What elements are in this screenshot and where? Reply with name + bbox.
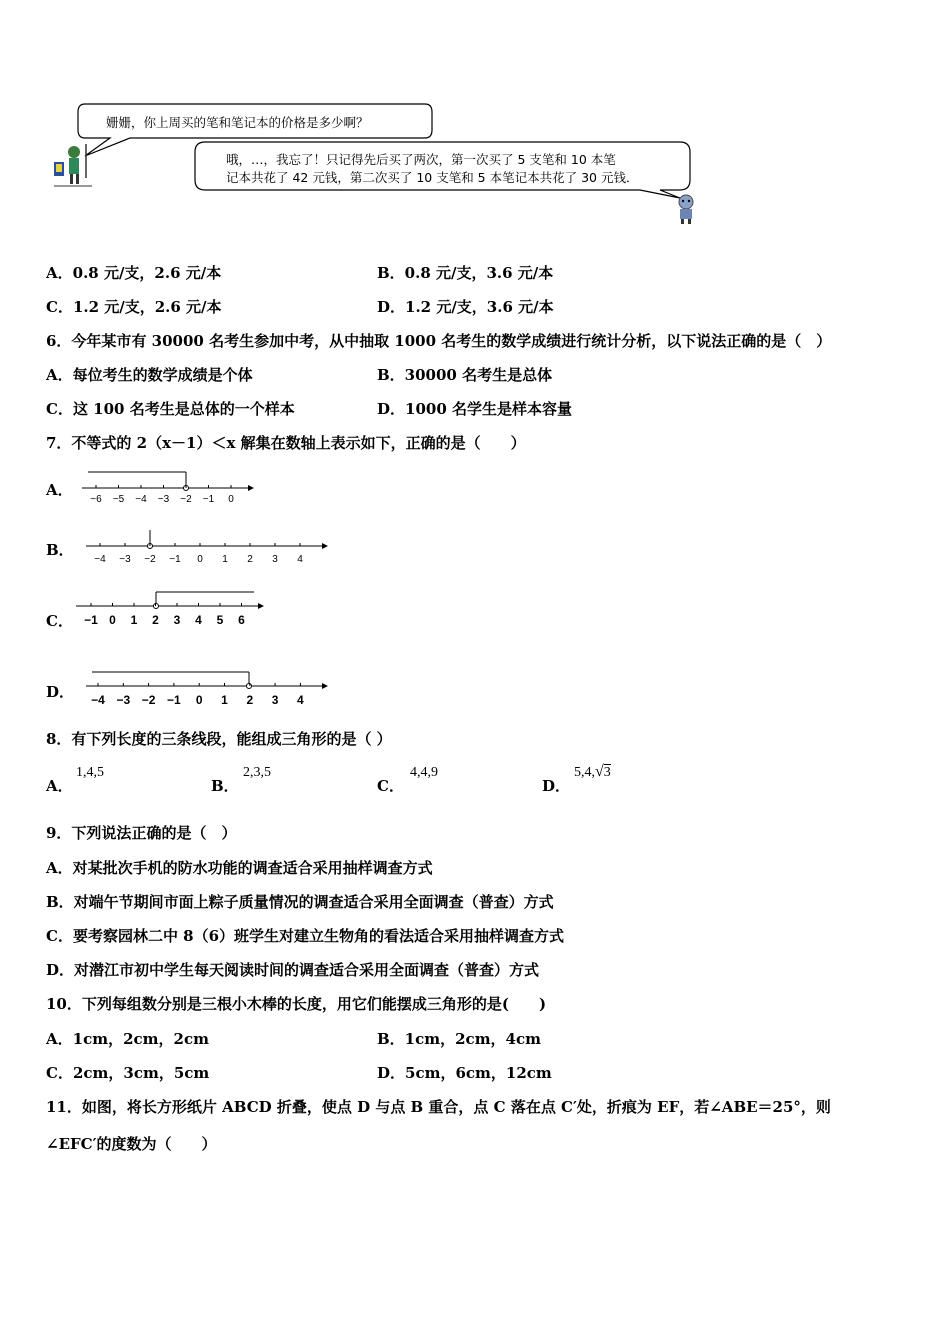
q8-option-b-label: B． (211, 777, 239, 795)
q8-option-d-radicand: 3 (603, 765, 611, 780)
q10-option-a: A．1cm，2cm，2cm (46, 1030, 209, 1048)
q10-stem: 10．下列每组数分别是三根小木棒的长度，用它们能摆成三角形的是( ) (46, 995, 547, 1013)
q9-stem: 9．下列说法正确的是（ ） (46, 824, 237, 842)
axis-tick-label: 0 (195, 693, 203, 707)
axis-tick-label: −4 (91, 693, 105, 707)
q7-option-d-label: D． (46, 683, 75, 701)
axis-tick-label: 0 (109, 613, 116, 627)
q7-option-c-label: C． (46, 612, 73, 630)
q8-option-a-value: 1,4,5 (76, 765, 104, 780)
axis-tick-label: 1 (130, 613, 138, 627)
q8-option-d-label: D． (542, 777, 571, 795)
axis-tick-label: −4 (94, 554, 106, 565)
axis-tick-label: −3 (119, 554, 131, 565)
axis-tick-label: 0 (228, 494, 234, 505)
q7-number-line-b (82, 526, 332, 570)
axis-tick-label: −5 (112, 494, 125, 505)
sqrt-icon: √ (595, 763, 604, 780)
q10-option-b: B．1cm，2cm，4cm (377, 1030, 542, 1048)
axis-tick-label: 2 (247, 554, 253, 565)
q5-option-d: D．1.2 元/支，3.6 元/本 (377, 298, 554, 316)
axis-tick-label: 1 (222, 554, 228, 565)
axis-tick-label: −6 (90, 494, 102, 505)
q11-line2: ∠EFC′的度数为（ ） (46, 1135, 217, 1153)
q6-option-c: C．这 100 名考生是总体的一个样本 (46, 400, 295, 418)
axis-tick-label: −4 (135, 494, 147, 505)
q5-option-c: C．1.2 元/支，2.6 元/本 (46, 298, 222, 316)
q7-stem: 7．不等式的 2（x－1）＜x 解集在数轴上表示如下，正确的是（ ） (46, 434, 526, 452)
q6-stem: 6．今年某市有 30000 名考生参加中考，从中抽取 1000 名考生的数学成绩进行统计分析，以下说法正确的是（ ） (46, 332, 832, 350)
axis-tick-label: −1 (169, 554, 181, 565)
q8-option-c-label: C． (377, 777, 404, 795)
q7-number-line-d (82, 666, 332, 714)
axis-tick-label: 1 (221, 693, 228, 707)
axis-tick-label: 4 (297, 693, 304, 707)
q8-option-c-value: 4,4,9 (410, 765, 438, 780)
axis-tick-label: 3 (173, 613, 181, 627)
q6-option-a: A．每位考生的数学成绩是个体 (46, 366, 253, 384)
q7-number-line-a (78, 466, 258, 510)
q7-option-a-label: A． (46, 481, 73, 499)
dialog-answer-line1: 哦，…，我忘了！只记得先后买了两次，第一次买了 5 支笔和 10 本笔 (226, 152, 616, 167)
axis-tick-label: 3 (271, 693, 279, 707)
axis-tick-label: −1 (84, 613, 98, 627)
axis-tick-label: −3 (116, 693, 131, 707)
q5-option-a: A．0.8 元/支，2.6 元/本 (46, 264, 222, 282)
axis-tick-label: 3 (272, 554, 278, 565)
q8-stem: 8．有下列长度的三条线段，能组成三角形的是（ ） (46, 730, 392, 748)
axis-tick-label: −1 (167, 693, 181, 707)
axis-tick-label: 6 (238, 613, 245, 627)
q11-line1: 11．如图，将长方形纸片 ABCD 折叠，使点 D 与点 B 重合，点 C 落在点 C′处，折痕为 EF，若∠ABE＝25°，则 (46, 1098, 831, 1116)
boy-character-icon (54, 144, 92, 186)
axis-tick-label: −2 (180, 494, 192, 505)
axis-tick-label: 4 (195, 613, 202, 627)
axis-tick-label: 2 (152, 613, 159, 627)
girl-character-icon (679, 195, 693, 224)
q8-option-d-value (574, 763, 611, 781)
q9-option-d: D．对潜江市初中学生每天阅读时间的调查适合采用全面调查（普查）方式 (46, 961, 540, 979)
q7-option-b-label: B． (46, 541, 74, 559)
q5-option-b: B．0.8 元/支，3.6 元/本 (377, 264, 554, 282)
q7-number-line-c (74, 588, 274, 634)
q9-option-a: A．对某批次手机的防水功能的调查适合采用抽样调查方式 (46, 859, 433, 877)
q10-option-d: D．5cm，6cm，12cm (377, 1064, 552, 1082)
axis-tick-label: 5 (216, 613, 224, 627)
q8-option-d-numbers: 5,4, (574, 765, 595, 780)
axis-tick-label: 2 (246, 693, 254, 707)
dialog-answer-line2: 记本共花了 42 元钱，第二次买了 10 支笔和 5 本笔记本共花了 30 元钱． (226, 170, 639, 185)
q6-option-d: D．1000 名学生是样本容量 (377, 400, 572, 418)
axis-tick-label: −3 (157, 494, 170, 505)
axis-tick-label: 0 (197, 554, 203, 565)
q6-option-b: B．30000 名考生是总体 (377, 366, 553, 384)
q8-option-b-value: 2,3,5 (243, 765, 271, 780)
q8-option-a-label: A． (46, 777, 73, 795)
axis-tick-label: −1 (202, 494, 215, 505)
q9-option-c: C．要考察园林二中 8（6）班学生对建立生物角的看法适合采用抽样调查方式 (46, 927, 565, 945)
q10-option-c: C．2cm，3cm，5cm (46, 1064, 210, 1082)
axis-tick-label: 4 (297, 554, 303, 565)
q9-option-b: B．对端午节期间市面上粽子质量情况的调查适合采用全面调查（普查）方式 (46, 893, 554, 911)
axis-tick-label: −2 (141, 693, 156, 707)
axis-tick-label: −2 (144, 554, 156, 565)
dialog-question: 姗姗，你上周买的笔和笔记本的价格是多少啊？ (106, 115, 369, 130)
